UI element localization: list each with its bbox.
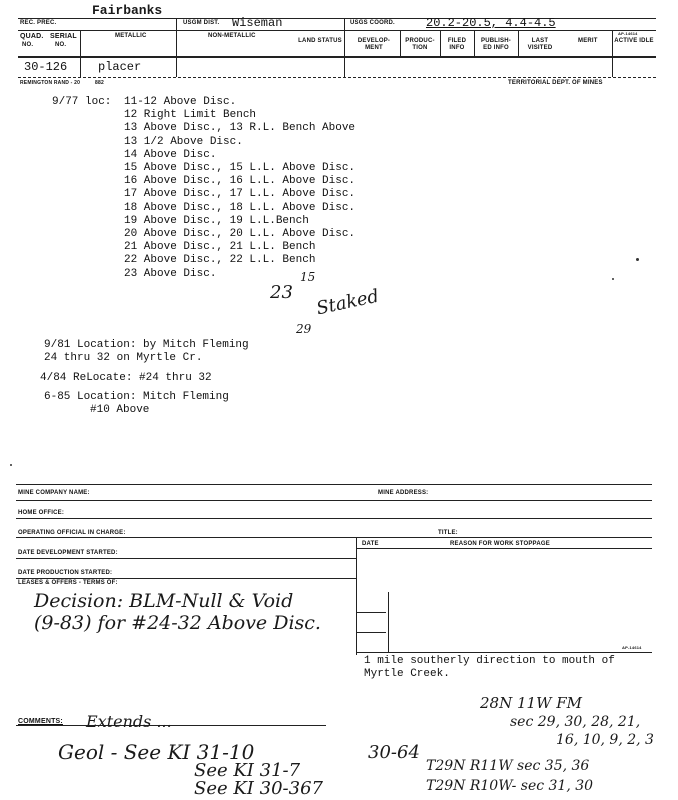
location-1977-prefix: 9/77 loc: xyxy=(52,96,112,108)
scan-speck xyxy=(10,464,12,466)
comment-line-4: See KI 30-367 xyxy=(194,778,323,799)
comments-label: COMMENTS: xyxy=(18,718,63,725)
header-col-8 xyxy=(612,30,613,77)
list-item: 21 Above Disc., 21 L.L. Bench xyxy=(124,241,316,254)
township-line-3: 16, 10, 9, 2, 3 xyxy=(556,732,654,748)
comment-line-2: Geol - See KI 31-10 xyxy=(58,740,255,764)
form-rule-5 xyxy=(16,558,356,559)
coord-value: 20.2-20.5, 4.4-4.5 xyxy=(426,16,556,30)
merit-label: MERIT xyxy=(578,38,598,44)
nonmetallic-label: NON-METALLIC xyxy=(208,33,256,39)
scan-speck xyxy=(636,258,639,261)
header-rule-3 xyxy=(18,77,656,78)
location-1977-list xyxy=(124,96,355,281)
date-production-label: DATE PRODUCTION STARTED: xyxy=(18,570,113,576)
form-divider xyxy=(356,537,357,655)
header-col-3 xyxy=(344,18,345,77)
direction-line-2: Myrtle Creek. xyxy=(364,668,450,680)
printer-code: 882 xyxy=(95,80,104,86)
entry-1981: 9/81 Location: by Mitch Fleming xyxy=(44,339,249,351)
form-rule-3 xyxy=(16,518,652,519)
header-col-5 xyxy=(440,30,441,56)
list-item: 15 Above Disc., 15 L.L. Above Disc. xyxy=(124,162,356,175)
list-item: 11-12 Above Disc. xyxy=(124,96,237,108)
list-item: 14 Above Disc. xyxy=(124,148,217,161)
header-col-7 xyxy=(518,30,519,56)
form-rule-8 xyxy=(356,652,652,653)
serial-label: SERIAL xyxy=(50,33,77,40)
handwritten-15: 15 xyxy=(300,270,316,284)
entry-1984: 4/84 ReLocate: #24 thru 32 xyxy=(40,372,212,384)
mine-company-label: MINE COMPANY NAME: xyxy=(18,490,90,496)
entry-1981-b: 24 thru 32 on Myrtle Cr. xyxy=(44,352,203,364)
operating-official-label: OPERATING OFFICIAL IN CHARGE: xyxy=(18,530,126,536)
filed-info-label: FILED INFO xyxy=(447,38,467,51)
handwritten-23: 23 xyxy=(270,282,293,303)
home-office-label: HOME OFFICE: xyxy=(18,510,65,516)
rec-prec-label: REC. PREC. xyxy=(20,20,57,26)
list-item: 17 Above Disc., 17 L.L. Above Disc. xyxy=(124,188,356,201)
header-col-2 xyxy=(176,18,177,77)
form-rule-2 xyxy=(16,500,652,501)
mine-address-label: MINE ADDRESS: xyxy=(378,490,429,496)
title-label: TITLE: xyxy=(438,530,458,536)
township-line-2: sec 29, 30, 28, 21, xyxy=(510,714,641,730)
form-rule-6 xyxy=(16,578,356,579)
header-col-4 xyxy=(400,30,401,56)
list-item: 16 Above Disc., 16 L.L. Above Disc. xyxy=(124,175,356,188)
district-label: USGM DIST. xyxy=(183,20,220,26)
leases-label: LEASES & OFFERS - TERMS OF: xyxy=(18,580,118,586)
form-rule-1 xyxy=(16,484,652,485)
form-rule-4 xyxy=(16,537,652,538)
header-col-1 xyxy=(80,30,81,77)
comment-line-3: See KI 31-7 xyxy=(194,760,301,781)
form-number: AP-14614 xyxy=(618,31,638,36)
commodity-value: placer xyxy=(98,60,142,74)
decision-line-1: Decision: BLM-Null & Void xyxy=(34,590,294,612)
scan-speck xyxy=(612,278,614,280)
entry-1985: 6-85 Location: Mitch Fleming xyxy=(44,391,229,403)
comment-line-1: Extends ... xyxy=(86,712,172,731)
list-item: 23 Above Disc. xyxy=(124,267,217,280)
list-item: 22 Above Disc., 22 L.L. Bench xyxy=(124,254,316,267)
form-rule-7 xyxy=(356,548,652,549)
lower-form-number: AP-14614 xyxy=(622,645,642,650)
district-value: Wiseman xyxy=(232,16,283,30)
list-item: 18 Above Disc., 18 L.L. Above Disc. xyxy=(124,201,356,214)
published-info-label: PUBLISH- ED INFO xyxy=(481,38,511,51)
handwritten-scribble: Staked xyxy=(314,285,381,320)
serial-value: 30-126 xyxy=(24,60,68,74)
form-tick-2 xyxy=(356,632,386,633)
header-rule-1 xyxy=(18,30,656,31)
form-divider-2 xyxy=(388,592,389,652)
printer-label: REMINGTON RAND - 20 xyxy=(20,80,81,86)
township-line-1: 28N 11W FM xyxy=(480,694,583,712)
list-item: 19 Above Disc., 19 L.L.Bench xyxy=(124,214,309,227)
department-label: TERRITORIAL DEPT. OF MINES xyxy=(508,80,603,86)
reason-label: REASON FOR WORK STOPPAGE xyxy=(450,541,550,547)
comment-line-2b: 30-64 xyxy=(368,742,420,763)
last-visited-label: LAST VISITED xyxy=(527,38,553,51)
metallic-label: METALLIC xyxy=(115,33,147,39)
list-item: 13 1/2 Above Disc. xyxy=(124,135,243,148)
serial-no-label: NO. xyxy=(55,42,67,48)
handwritten-29: 29 xyxy=(296,322,312,336)
direction-line-1: 1 mile southerly direction to mouth of xyxy=(364,655,615,667)
coord-label: USGS COORD. xyxy=(350,20,395,26)
production-label: PRODUC- TION xyxy=(405,38,435,51)
entry-1985-b: #10 Above xyxy=(90,404,150,416)
quad-no-label: NO. xyxy=(22,42,34,48)
quad-label: QUAD. xyxy=(20,33,44,40)
header-rule-2 xyxy=(18,56,656,58)
development-label: DEVELOP- MENT xyxy=(357,38,391,51)
date-development-label: DATE DEVELOPMENT STARTED: xyxy=(18,550,118,556)
decision-line-2: (9-83) for #24-32 Above Disc. xyxy=(34,612,321,634)
list-item: 13 Above Disc., 13 R.L. Bench Above xyxy=(124,122,356,135)
header-col-6 xyxy=(474,30,475,56)
list-item: 20 Above Disc., 20 L.L. Above Disc. xyxy=(124,228,356,241)
land-status-label: LAND STATUS xyxy=(298,38,342,44)
form-tick-1 xyxy=(356,612,386,613)
list-item: 12 Right Limit Bench xyxy=(124,109,257,122)
active-idle-label: ACTIVE IDLE xyxy=(614,38,654,44)
header-rule-top xyxy=(18,18,656,19)
township-line-4: T29N R11W sec 35, 36 xyxy=(426,758,590,774)
date-label: DATE xyxy=(362,541,379,547)
region-value: Fairbanks xyxy=(92,3,163,18)
township-line-5: T29N R10W- sec 31, 30 xyxy=(426,778,594,794)
